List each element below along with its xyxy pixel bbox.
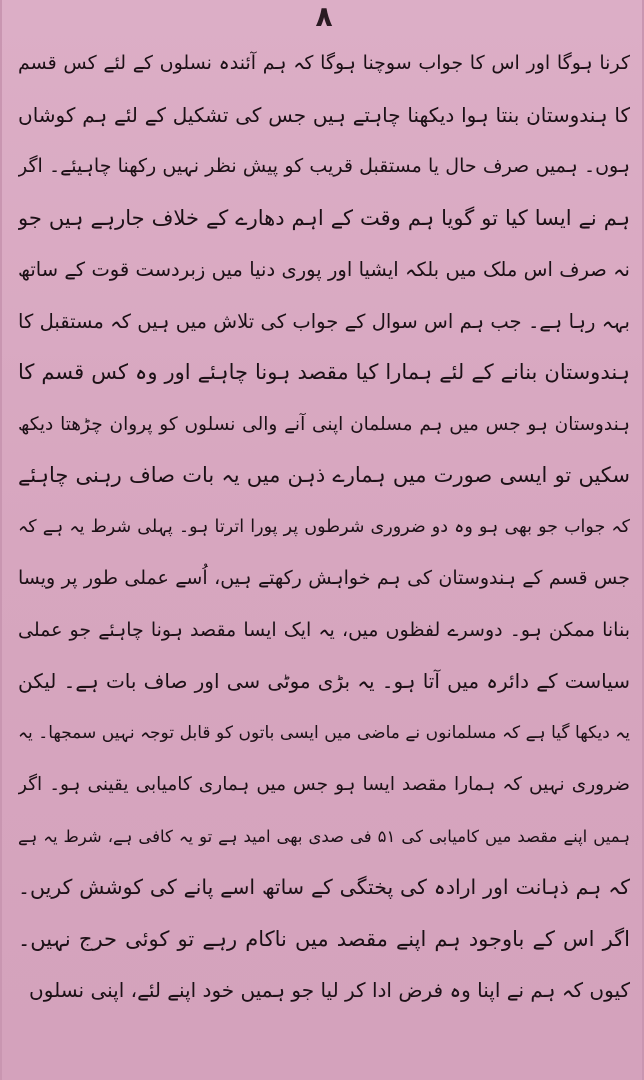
text-line-12: بنانا ممکن ہو۔ دوسرے لفظوں میں، یہ ایک ایسا مقصد ہونا چاہئے جو عملی: [18, 618, 630, 641]
text-line-15: ضروری نہیں کہ ہمارا مقصد ایسا ہو جس میں ہماری کامیابی یقینی ہو۔ اگر: [18, 774, 630, 795]
text-line-8: ہندوستان ہو جس میں ہم مسلمان اپنی آنے والی نسلوں کو پروان چڑھتا دیکھ: [18, 413, 630, 435]
text-line-16: ہمیں اپنے مقصد میں کامیابی کی ۵۱ فی صدی بھی امید ہے تو یہ کافی ہے، شرط یہ ہے: [18, 826, 630, 846]
text-line-2: کا ہندوستان بنتا ہوا دیکھنا چاہتے ہیں جس کی تشکیل کے لئے ہم کوشاں: [18, 102, 630, 127]
text-line-11: جس قسم کے ہندوستان کی ہم خواہش رکھتے ہیں، اُسے عملی طور پر ویسا: [18, 567, 630, 589]
text-line-9: سکیں تو ایسی صورت میں ہمارے ذہن میں یہ بات صاف رہنی چاہئے: [18, 463, 630, 487]
text-line-5: نہ صرف اس ملک میں بلکہ ایشیا اور پوری دنیا میں زبردست قوت کے ساتھ: [18, 258, 630, 281]
text-body: [18, 38, 630, 1017]
text-line-17: کہ ہم ذہانت اور ارادہ کی پختگی کے ساتھ اسے پانے کی کوشش کریں۔: [18, 875, 630, 899]
text-line-7: ہندوستان بنانے کے لئے ہمارا کیا مقصد ہونا چاہئے اور وہ کس قسم کا: [18, 360, 630, 384]
text-line-10: کہ جواب جو بھی ہو وہ دو ضروری شرطوں پر پورا اترتا ہو۔ پہلی شرط یہ ہے کہ: [18, 516, 630, 537]
text-line-3: ہوں۔ ہمیں صرف حال یا مستقبل قریب کو پیش نظر نہیں رکھنا چاہیئے۔ اگر: [18, 155, 630, 177]
text-line-4: ہم نے ایسا کیا تو گویا ہم وقت کے اہم دھارے کے خلاف جارہے ہیں جو: [18, 205, 630, 230]
text-line-14: یہ دیکھا گیا ہے کہ مسلمانوں نے ماضی میں ایسی باتوں کو قابل توجہ نہیں سمجھا۔ یہ: [18, 722, 630, 743]
page-number: ۸: [315, 0, 333, 33]
text-line-18: اگر اس کے باوجود ہم اپنے مقصد میں ناکام رہے تو کوئی حرج نہیں۔: [18, 926, 630, 951]
text-line-19: کیوں کہ ہم نے اپنا وہ فرض ادا کر لیا جو ہمیں خود اپنے لئے، اپنی نسلوں: [29, 978, 630, 1002]
text-line-1: کرنا ہوگا اور اس کا جواب سوچنا ہوگا کہ ہم آئندہ نسلوں کے لئے کس قسم: [18, 52, 630, 74]
text-line-6: بہہ رہا ہے۔ جب ہم اس سوال کے جواب کی تلاش میں ہیں کہ مستقبل کا: [18, 309, 630, 333]
text-line-13: سیاست کے دائرہ میں آتا ہو۔ یہ بڑی موٹی سی اور صاف بات ہے۔ لیکن: [18, 669, 630, 693]
